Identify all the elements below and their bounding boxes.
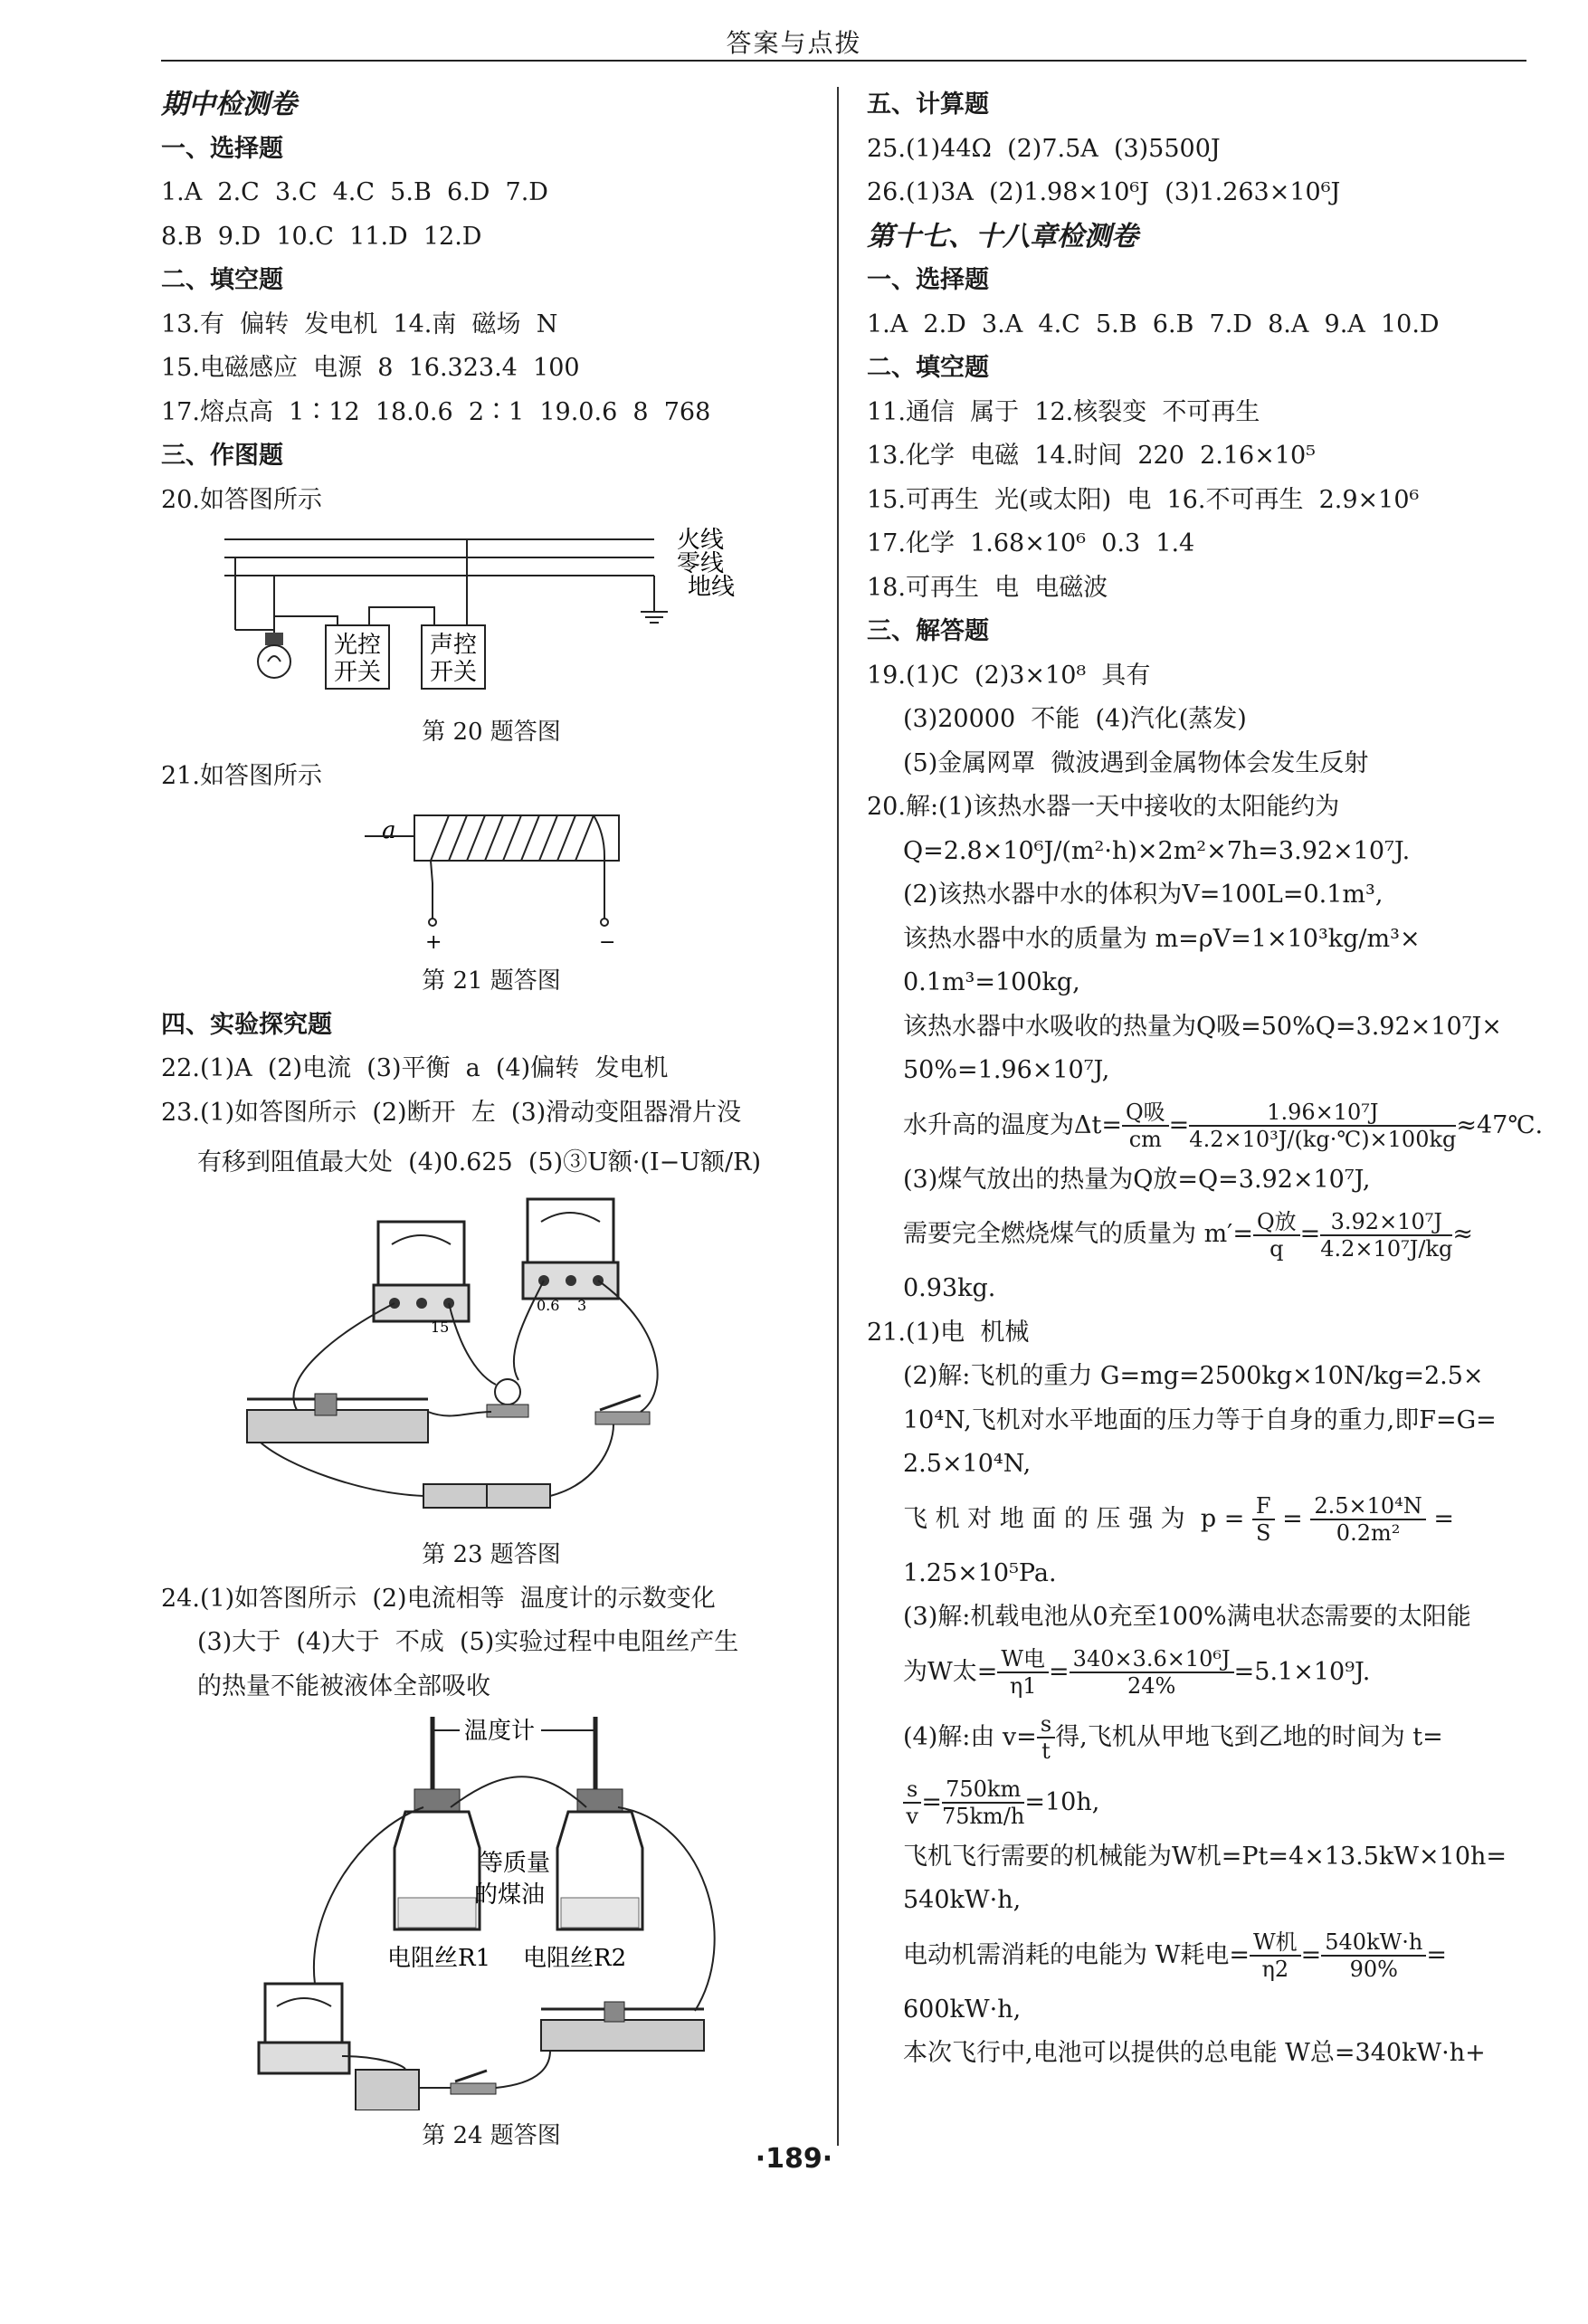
figure-23-caption: 第 23 题答图 xyxy=(422,1541,561,1568)
formula-line: $\frac{s}{v}$ = $\frac{750km}{75km/h}$ =10h, xyxy=(867,1770,1527,1835)
svg-text:3: 3 xyxy=(577,1297,587,1314)
answer-line: 50%=1.96×10⁷J, xyxy=(903,1056,1110,1084)
answer-line: Q=2.8×10⁶J/(m²·h)×2m²×7h=3.92×10⁷J. xyxy=(903,836,1411,865)
live-wire-label: 火线 xyxy=(677,527,725,554)
minus-terminal: − xyxy=(599,931,616,954)
answer-line: 0.1m³=100kg, xyxy=(903,968,1080,996)
fraction: $\frac{\text{3.92×10⁷J}}{\text{4.2×10⁷J/kg}}$ xyxy=(1320,1208,1453,1262)
fraction: $\frac{\text{W电}}{\eta 1}$ xyxy=(997,1646,1049,1699)
plus-terminal: + xyxy=(425,931,442,954)
answer-line: 540kW·h, xyxy=(903,1886,1022,1914)
answer-line: (3)大于 (4)大于 不成 (5)实验过程中电阻丝产生 xyxy=(197,1628,739,1656)
bulb-icon xyxy=(487,1379,528,1417)
answer-line: 21.如答图所示 xyxy=(161,761,322,790)
header-title: 答案与点拨 xyxy=(726,28,862,58)
answer-line: 18.可再生 电 电磁波 xyxy=(867,573,1108,602)
figure-21-caption: 第 21 题答图 xyxy=(422,967,561,995)
answer-line: 飞机飞行需要的机械能为W机=Pt=4×13.5kW×10h= xyxy=(903,1842,1507,1871)
battery-icon xyxy=(356,2070,419,2110)
heading-experiment: 四、实验探究题 xyxy=(161,1010,332,1039)
rheostat-icon xyxy=(541,2002,704,2051)
fraction: $\frac{\text{Q放}}{q}$ xyxy=(1253,1209,1300,1262)
fraction: $\frac{s}{v}$ xyxy=(903,1776,921,1829)
ground-wire-label: 地线 xyxy=(688,574,736,601)
answer-line: 19.(1)C (2)3×10⁸ 具有 xyxy=(867,661,1151,690)
answer-line: 本次飞行中,电池可以提供的总电能 W总=340kW·h+ xyxy=(903,2039,1486,2067)
voltmeter-icon xyxy=(374,1222,469,1336)
answer-line: 24.(1)如答图所示 (2)电流相等 温度计的示数变化 xyxy=(161,1584,716,1613)
neutral-wire-label: 零线 xyxy=(677,550,725,577)
heading-choice: 一、选择题 xyxy=(161,134,283,163)
ammeter-icon xyxy=(523,1199,618,1314)
svg-text:15: 15 xyxy=(431,1319,450,1336)
answer-line: 有移到阻值最大处 (4)0.625 (5)③U额·(I−U额/R) xyxy=(197,1148,761,1176)
battery-icon xyxy=(423,1484,550,1508)
answer-line: (2)解:飞机的重力 G=mg=2500kg×10N/kg=2.5× xyxy=(903,1362,1484,1390)
switch-icon xyxy=(595,1395,650,1424)
formula-line: 飞 机 对 地 面 的 压 强 为 p = $\frac{F}{S}$ = $\frac{\text{2.5×10⁴N}}{\text{0.2m²}}$ = xyxy=(903,1493,1455,1546)
resistor-r1-label: 电阻丝R1 xyxy=(387,1945,491,1972)
answer-line: 10⁴N,飞机对水平地面的压力等于自身的重力,即F=G= xyxy=(903,1405,1497,1434)
answer-line: 17.化学 1.68×10⁶ 0.3 1.4 xyxy=(867,529,1195,557)
answer-line: 的热量不能被液体全部吸收 xyxy=(197,1672,490,1700)
switch-icon xyxy=(451,2071,496,2094)
answer-line: 该热水器中水的质量为 m=ρV=1×10³kg/m³× xyxy=(903,924,1421,953)
answer-line: 23.(1)如答图所示 (2)断开 左 (3)滑动变阻器滑片没 xyxy=(161,1098,742,1127)
answer-line: 11.通信 属于 12.核裂变 不可再生 xyxy=(867,397,1260,426)
fraction: $\frac{s}{t}$ xyxy=(1037,1711,1055,1764)
heading-solution: 三、解答题 xyxy=(867,617,989,645)
answer-line: 13.有 偏转 发电机 14.南 磁场 N xyxy=(161,310,558,338)
section-title-midterm: 期中检测卷 xyxy=(161,89,297,120)
fraction: $\frac{\text{1.96×10⁷J}}{\text{4.2×10³J/(kg·℃)×100kg}}$ xyxy=(1189,1100,1457,1152)
svg-text:声控: 声控 xyxy=(429,632,478,659)
fraction: $\frac{750km}{75km/h}$ xyxy=(941,1776,1025,1829)
answer-line: 1.A 2.D 3.A 4.C 5.B 6.B 7.D 8.A 9.A 10.D xyxy=(867,310,1440,338)
flask-icon xyxy=(395,1789,480,1929)
ammeter-icon xyxy=(259,1984,349,2073)
answer-line: 25.(1)44Ω (2)7.5A (3)5500J xyxy=(867,134,1221,163)
answer-line: 该热水器中水吸收的热量为Q吸=50%Q=3.92×10⁷J× xyxy=(903,1012,1502,1041)
answer-line: (5)金属网罩 微波遇到金属物体会发生反射 xyxy=(903,748,1369,777)
answer-line: (2)该热水器中水的体积为V=100L=0.1m³, xyxy=(903,881,1384,909)
fraction: $\frac{\text{2.5×10⁴N}}{\text{0.2m²}}$ xyxy=(1310,1493,1425,1546)
answer-line: (3)解:机载电池从0充至100%满电状态需要的太阳能 xyxy=(903,1603,1471,1631)
heading-fill: 二、填空题 xyxy=(867,354,989,382)
fraction: $\frac{540kW\cdot h}{90\%}$ xyxy=(1321,1929,1426,1982)
rheostat-icon xyxy=(247,1394,428,1443)
heading-choice: 一、选择题 xyxy=(867,266,989,294)
answer-line: (3)煤气放出的热量为Q放=Q=3.92×10⁷J, xyxy=(903,1165,1371,1194)
answer-line: 21.(1)电 机械 xyxy=(867,1318,1030,1347)
fraction: $\frac{F}{S}$ xyxy=(1252,1493,1275,1546)
formula-line: (4)解:由 v= $\frac{s}{t}$ 得,飞机从甲地飞到乙地的时间为 t= xyxy=(903,1711,1443,1764)
answer-line: 1.A 2.C 3.C 4.C 5.B 6.D 7.D xyxy=(161,178,548,206)
section-title-ch17-18: 第十七、十八章检测卷 xyxy=(867,220,1138,252)
svg-text:开关: 开关 xyxy=(429,659,478,686)
formula-line: 电动机需消耗的电能为 W耗电= $\frac{\text{W机}}{\eta 2}$ = $\frac{540kW\cdot h}{90\%}$ = xyxy=(903,1929,1447,1982)
column-divider xyxy=(837,87,839,2146)
figure-20-circuit xyxy=(161,526,822,707)
answer-line: 13.化学 电磁 14.时间 220 2.16×10⁵ xyxy=(867,442,1316,470)
fraction: $\frac{\text{340×3.6×10⁶J}}{24\%}$ xyxy=(1070,1646,1234,1699)
answer-line: 17.熔点高 1∶12 18.0.6 2∶1 19.0.6 8 768 xyxy=(161,397,711,426)
thermometer-label: 温度计 xyxy=(464,1718,536,1745)
oil-label: 等质量 xyxy=(480,1850,551,1877)
answer-line: 0.93kg. xyxy=(903,1274,996,1302)
answer-line: 2.5×10⁴N, xyxy=(903,1450,1032,1478)
lamp-icon xyxy=(258,633,290,678)
answer-line: 22.(1)A (2)电流 (3)平衡 a (4)偏转 发电机 xyxy=(161,1054,669,1082)
answer-line: 1.25×10⁵Pa. xyxy=(903,1558,1057,1587)
formula-line: 水升高的温度为Δt= $\frac{\text{Q吸}}{cm}$ = $\frac{\text{1.96×10⁷J}}{\text{4.2×10³J/(kg·℃)×100kg}}$ ≈47℃. xyxy=(903,1100,1544,1152)
answer-line: 26.(1)3A (2)1.98×10⁶J (3)1.263×10⁶J xyxy=(867,178,1341,206)
fraction: $\frac{\text{Q吸}}{cm}$ xyxy=(1122,1100,1169,1152)
answer-line: 20.解:(1)该热水器一天中接收的太阳能约为 xyxy=(867,793,1340,821)
resistor-r2-label: 电阻丝R2 xyxy=(523,1945,627,1972)
oil-label-2: 的煤油 xyxy=(474,1881,546,1909)
answer-line: 15.可再生 光(或太阳) 电 16.不可再生 2.9×10⁶ xyxy=(867,485,1420,514)
svg-text:0.6: 0.6 xyxy=(537,1297,560,1314)
heading-calculation: 五、计算题 xyxy=(867,90,989,119)
answer-line: (3)20000 不能 (4)汽化(蒸发) xyxy=(903,705,1247,733)
figure-23-circuit xyxy=(161,1195,822,1529)
answer-line: 20.如答图所示 xyxy=(161,485,322,514)
formula-line: 为W太= $\frac{\text{W电}}{\eta 1}$ = $\frac{\text{340×3.6×10⁶J}}{24\%}$ =5.1×10⁹J. xyxy=(903,1646,1371,1699)
point-a-label: a xyxy=(382,817,396,844)
svg-text:开关: 开关 xyxy=(333,659,382,686)
answer-line: 8.B 9.D 10.C 11.D 12.D xyxy=(161,222,482,251)
formula-line: 需要完全燃烧煤气的质量为 m′= $\frac{\text{Q放}}{q}$ = $\frac{\text{3.92×10⁷J}}{\text{4.2×10⁷J/kg}}$ ≈ xyxy=(903,1208,1473,1262)
svg-text:光控: 光控 xyxy=(333,632,382,659)
header-rule xyxy=(161,60,1526,62)
left-column xyxy=(161,83,822,2158)
figure-24-apparatus xyxy=(161,1712,822,2110)
figure-20-caption: 第 20 题答图 xyxy=(422,719,561,746)
figure-21-solenoid xyxy=(161,802,822,956)
heading-fill: 二、填空题 xyxy=(161,266,283,294)
page-number: ·189· xyxy=(755,2143,833,2175)
answer-line: 600kW·h, xyxy=(903,1995,1022,2024)
answer-line: 15.电磁感应 电源 8 16.323.4 100 xyxy=(161,354,580,382)
figure-24-caption: 第 24 题答图 xyxy=(422,2122,561,2149)
fraction: $\frac{\text{W机}}{\eta 2}$ xyxy=(1250,1929,1301,1982)
heading-drawing: 三、作图题 xyxy=(161,442,283,470)
right-column xyxy=(867,83,1544,2076)
